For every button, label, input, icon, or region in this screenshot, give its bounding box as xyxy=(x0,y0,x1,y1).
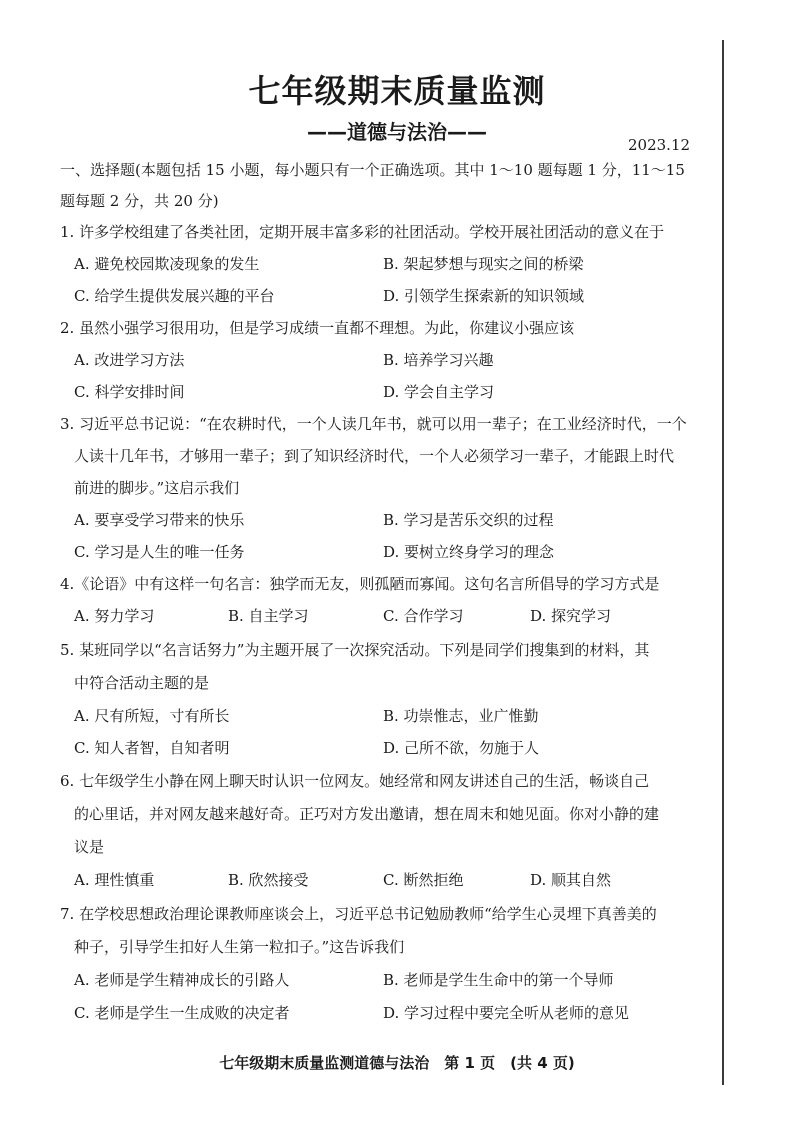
question-7-option-d: D. 学习过程中要完全听从老师的意见 xyxy=(383,1004,630,1022)
section-instructions-cont: 题每题 2 分，共 20 分) xyxy=(60,192,219,210)
question-7-stem: 7. 在学校思想政治理论课教师座谈会上，习近平总书记勉励教师“给学生心灵埋下真善美的 xyxy=(60,905,657,923)
question-1-option-c: C. 给学生提供发展兴趣的平台 xyxy=(74,287,275,305)
question-4-option-d: D. 探究学习 xyxy=(530,607,612,625)
question-3-stem: 3. 习近平总书记说：“在农耕时代，一个人读几年书，就可以用一辈子；在工业经济时代，一个 xyxy=(60,415,687,433)
question-1-option-b: B. 架起梦想与现实之间的桥梁 xyxy=(383,255,584,273)
question-2-option-c: C. 科学安排时间 xyxy=(74,383,185,401)
question-6-stem: 6. 七年级学生小静在网上聊天时认识一位网友。她经常和网友讲述自己的生活，畅谈自己 xyxy=(60,772,650,790)
question-2-option-a: A. 改进学习方法 xyxy=(74,351,185,369)
question-3-stem-cont: 前进的脚步。”这启示我们 xyxy=(74,479,240,497)
question-3-option-b: B. 学习是苦乐交织的过程 xyxy=(383,511,554,529)
question-5-option-a: A. 尺有所短，寸有所长 xyxy=(74,707,230,725)
question-7-stem-cont: 种子，引导学生扣好人生第一粒扣子。”这告诉我们 xyxy=(74,938,405,956)
question-1-stem: 1. 许多学校组建了各类社团，定期开展丰富多彩的社团活动。学校开展社团活动的意义在于 xyxy=(60,223,665,241)
question-2-stem: 2. 虽然小强学习很用功，但是学习成绩一直都不理想。为此，你建议小强应该 xyxy=(60,319,575,337)
exam-date: 2023.12 xyxy=(628,136,691,154)
question-6-option-b: B. 欣然接受 xyxy=(228,871,309,889)
question-6-stem-cont: 议是 xyxy=(74,838,105,856)
question-5-stem-cont: 中符合活动主题的是 xyxy=(74,674,210,692)
question-6-option-d: D. 顺其自然 xyxy=(530,871,612,889)
question-6-option-c: C. 断然拒绝 xyxy=(383,871,464,889)
question-4-option-b: B. 自主学习 xyxy=(228,607,309,625)
question-4-stem: 4.《论语》中有这样一句名言：独学而无友，则孤陋而寡闻。这句名言所倡导的学习方式是 xyxy=(60,575,660,593)
question-7-option-b: B. 老师是学生生命中的第一个导师 xyxy=(383,971,614,989)
question-3-stem-cont: 人读十几年书，才够用一辈子；到了知识经济时代，一个人必须学习一辈子，才能跟上时代 xyxy=(74,447,675,465)
question-3-option-a: A. 要享受学习带来的快乐 xyxy=(74,511,245,529)
question-2-option-d: D. 学会自主学习 xyxy=(383,383,495,401)
question-2-option-b: B. 培养学习兴趣 xyxy=(383,351,494,369)
page-footer: 七年级期末质量监测道德与法治 第 1 页 (共 4 页) xyxy=(219,1054,575,1072)
question-7-option-c: C. 老师是学生一生成败的决定者 xyxy=(74,1004,290,1022)
question-1-option-a: A. 避免校园欺凌现象的发生 xyxy=(74,255,260,273)
question-3-option-c: C. 学习是人生的唯一任务 xyxy=(74,543,245,561)
question-6-option-a: A. 理性慎重 xyxy=(74,871,155,889)
question-5-option-b: B. 功崇惟志，业广惟勤 xyxy=(383,707,539,725)
question-6-stem-cont: 的心里话，并对网友越来越好奇。正巧对方发出邀请，想在周末和她见面。你对小静的建 xyxy=(74,805,660,823)
question-5-option-c: C. 知人者智，自知者明 xyxy=(74,739,230,757)
question-7-option-a: A. 老师是学生精神成长的引路人 xyxy=(74,971,290,989)
question-4-option-a: A. 努力学习 xyxy=(74,607,155,625)
exam-subject: ——道德与法治—— xyxy=(307,120,487,144)
section-instructions: 一、选择题(本题包括 15 小题，每小题只有一个正确选项。其中 1～10 题每题 1 分，11～15 xyxy=(60,161,685,179)
binding-rule xyxy=(722,40,724,1085)
question-4-option-c: C. 合作学习 xyxy=(383,607,464,625)
question-5-stem: 5. 某班同学以“名言话努力”为主题开展了一次探究活动。下列是同学们搜集到的材料，其 xyxy=(60,641,650,659)
question-3-option-d: D. 要树立终身学习的理念 xyxy=(383,543,555,561)
exam-title: 七年级期末质量监测 xyxy=(248,72,546,110)
question-5-option-d: D. 己所不欲，勿施于人 xyxy=(383,739,540,757)
question-1-option-d: D. 引领学生探索新的知识领域 xyxy=(383,287,585,305)
